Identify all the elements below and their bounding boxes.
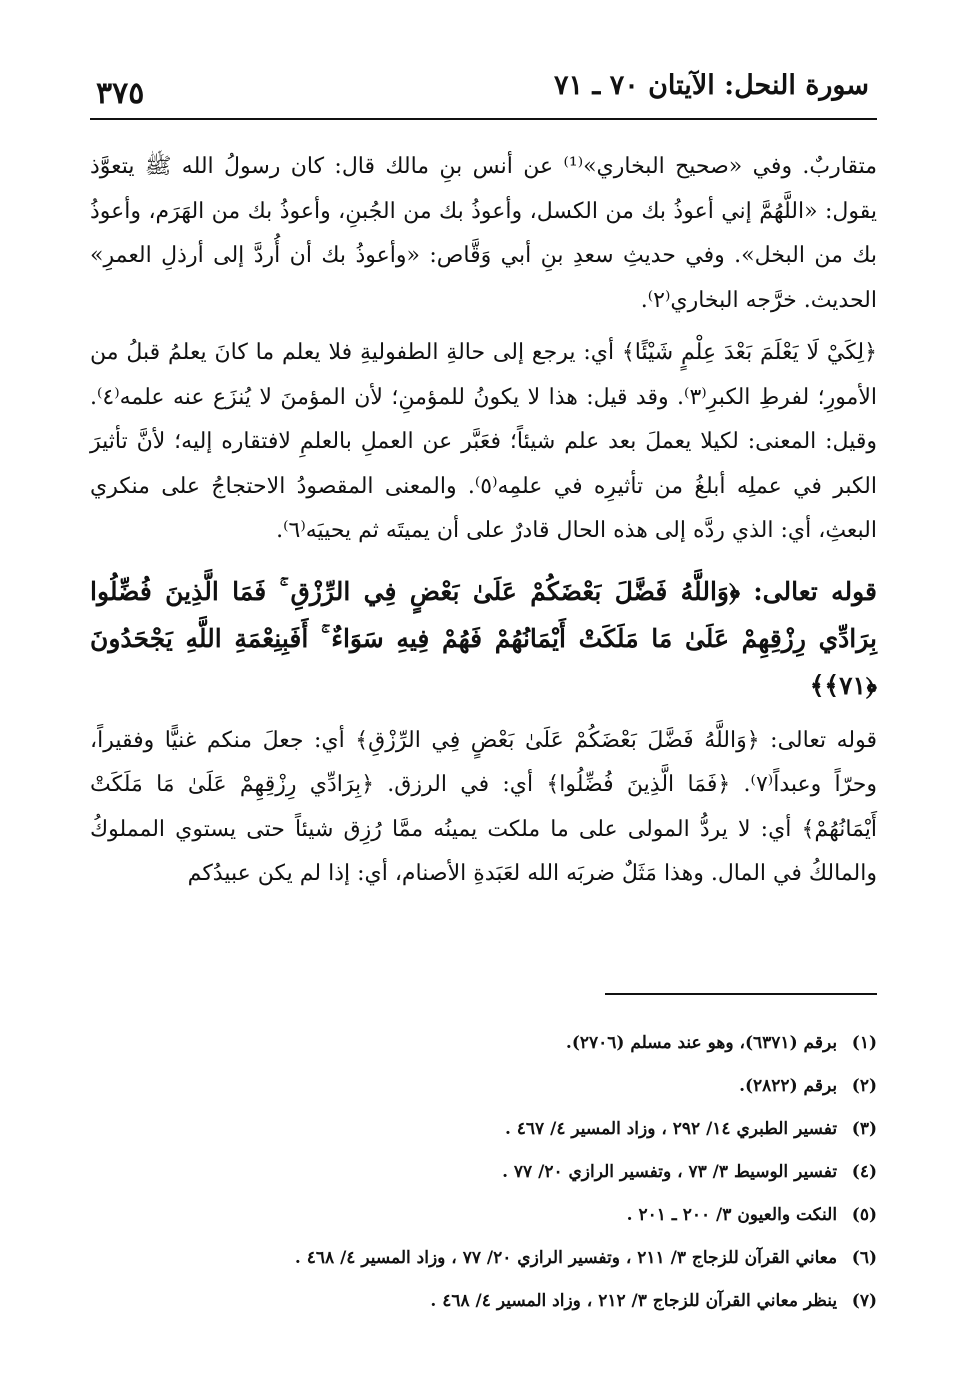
footnote-number: (٢): [851, 1076, 877, 1096]
quran-verse-block: [90, 568, 877, 709]
running-title: سورة النحل: الآيتان ٧٠ ـ ٧١: [553, 70, 869, 101]
footnote-number: (٣): [851, 1119, 877, 1139]
footnote-item: [90, 1151, 877, 1194]
footnote-text: برقم (٢٨٢٢).: [739, 1076, 838, 1096]
main-text: [90, 145, 877, 905]
footnote-number: (٤): [851, 1162, 877, 1182]
footnote-text: ينظر معاني القرآن للزجاج ٣/ ٢١٢ ، وزاد المسير ٤/ ٤٦٨ .: [430, 1291, 838, 1311]
footnote-divider: [605, 993, 877, 995]
page-number: ٣٧٥: [96, 76, 145, 111]
footnotes: [90, 1022, 877, 1323]
paragraph-commentary: قوله تعالى: ﴿وَاللَّهُ فَضَّلَ بَعْضَكُمْ عَلَىٰ بَعْضٍ فِي الرِّزْقِ﴾ أي: جعلَ منكم غنيًّا وفقيراً، وحرّاً وعبداً⁽٧⁾. ﴿فَمَا الَّذِينَ فُضِّلُوا﴾ أي: في الرزق. ﴿بِرَادِّي رِزْقِهِمْ عَلَىٰ مَا مَلَكَتْ أَيْمَانُهُمْ﴾ أي: لا يردُّ المولى على ما ملكت يمينُه ممَّا رُزِق شيئاً حتى يستوي المملوكُ والمالكُ في المال. وهذا مَثَلٌ ضربَه الله لعَبَدةِ الأصنام، أي: إذا لم يكن عبيدُكم: [90, 727, 878, 886]
footnote-item: [90, 1280, 877, 1323]
footnote-item: [90, 1237, 877, 1280]
footnote-number: (٦): [851, 1248, 877, 1268]
footnote-item: [90, 1194, 877, 1237]
footnote-text: تفسير الطبري ١٤/ ٢٩٢ ، وزاد المسير ٤/ ٤٦٧ .: [504, 1119, 838, 1139]
quran-verse: ﴿وَاللَّهُ فَضَّلَ بَعْضَكُمْ عَلَىٰ بَعْضٍ فِي الرِّزْقِ ۚ فَمَا الَّذِينَ فُضِّلُوا بِرَادِّي رِزْقِهِمْ عَلَىٰ مَا مَلَكَتْ أَيْمَانُهُمْ فَهُمْ فِيهِ سَوَاءٌ ۚ أَفَبِنِعْمَةِ اللَّهِ يَجْحَدُونَ ﴿٧١﴾﴾: [90, 576, 877, 700]
footnote-item: [90, 1022, 877, 1065]
footnote-number: (١): [851, 1033, 877, 1053]
footnote-text: النكت والعيون ٣/ ٢٠٠ ـ ٢٠١ .: [626, 1205, 838, 1225]
footnote-item: [90, 1108, 877, 1151]
page-header: [90, 62, 877, 120]
verse-label: قوله تعالى:: [753, 576, 877, 606]
footnote-text: تفسير الوسيط ٣/ ٧٣ ، وتفسير الرازي ٢٠/ ٧٧ .: [502, 1162, 838, 1182]
paragraph-tafsir: ﴿لِكَيْ لَا يَعْلَمَ بَعْدَ عِلْمٍ شَيْئًا﴾ أي: يرجع إلى حالةِ الطفوليةِ فلا يعلم ما كانَ يعلمُ قبلُ من الأمورِ؛ لفرطِ الكبرِ⁽٣⁾. وقد قيل: هذا لا يكونُ للمؤمنِ؛ لأن المؤمنَ لا يُنزَع عنه علمه⁽٤⁾. وقيل: المعنى: لكيلا يعملَ بعد علم شيئاً؛ فعَبَّر عن العملِ بالعلمِ لافتقاره إليه؛ لأنَّ تأثيرَ الكبر في عملِه أبلغُ من تأثيرِه في علمِه⁽٥⁾. والمعنى المقصودُ الاحتجاجُ على منكري البعثِ، أي: الذي ردَّه إلى هذه الحال قادرٌ على أن يميتَه ثم يحييَه⁽٦⁾.: [90, 340, 878, 543]
footnote-text: برقم (٦٣٧١)، وهو عند مسلم (٢٧٠٦).: [565, 1033, 838, 1053]
footnote-item: [90, 1065, 877, 1108]
footnote-number: (٧): [851, 1291, 877, 1311]
paragraph-hadith: متقاربٌ. وفي «صحيح البخاري»⁽¹⁾ عن أنس بنِ مالك قال: كان رسولُ الله ﷺ يتعوَّذ يقول: «اللَّهُمَّ إني أعوذُ بك من الكسل، وأعوذُ بك من الجُبنِ، وأعوذُ بك من الهَرَم، وأعوذُ بك من البخل». وفي حديثِ سعدِ بنِ أبي وَقَّاص: «وأعوذُ بك أن أُردَّ إلى أرذلِ العمرِ» الحديث. خرَّجه البخاري⁽٢⁾.: [90, 154, 877, 313]
footnote-number: (٥): [851, 1205, 877, 1225]
footnote-text: معاني القرآن للزجاج ٣/ ٢١١ ، وتفسير الرازي ٢٠/ ٧٧ ، وزاد المسير ٤/ ٤٦٨ .: [294, 1248, 838, 1268]
